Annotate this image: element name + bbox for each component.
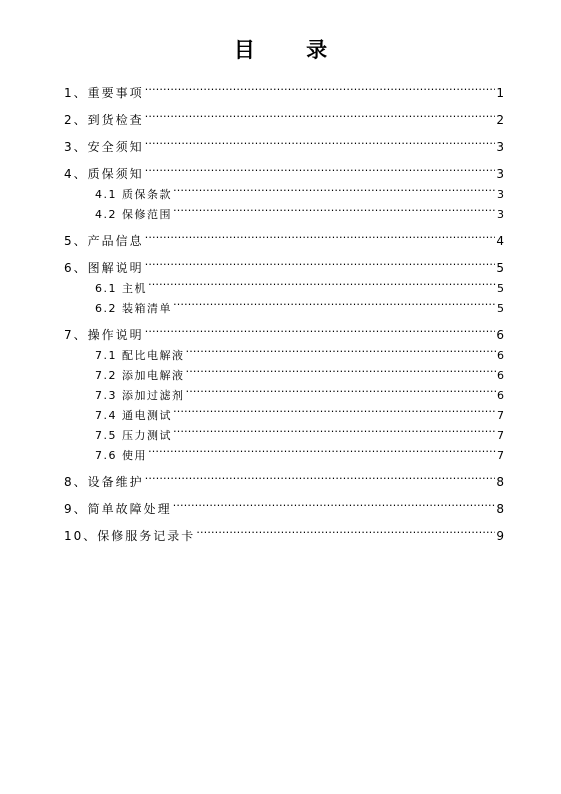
toc-page-number: 7 bbox=[497, 409, 504, 422]
toc-entry-label: 4、质保须知 bbox=[64, 167, 144, 181]
toc-entry[interactable] bbox=[64, 520, 504, 543]
toc-page-number: 3 bbox=[497, 188, 504, 201]
toc-entry-label: 5、产品信息 bbox=[64, 234, 144, 248]
dot-leader bbox=[173, 292, 496, 312]
toc-page-number: 6 bbox=[497, 369, 504, 382]
toc-entry-label: 9、简单故障处理 bbox=[64, 502, 172, 516]
toc-page-number: 8 bbox=[496, 502, 504, 516]
toc-page-number: 3 bbox=[497, 208, 504, 221]
toc-entry-label: 10、保修服务记录卡 bbox=[64, 529, 196, 543]
toc-entry-label: 6.1 主机 bbox=[95, 282, 147, 295]
dot-leader bbox=[148, 272, 496, 292]
dot-leader bbox=[173, 399, 496, 419]
toc-entry-label: 3、安全须知 bbox=[64, 140, 144, 154]
dot-leader bbox=[173, 178, 496, 198]
dot-leader bbox=[173, 493, 496, 513]
toc-page-number: 9 bbox=[496, 529, 504, 543]
toc-entry[interactable] bbox=[64, 131, 504, 154]
toc-entry[interactable] bbox=[64, 77, 504, 100]
toc-entry[interactable] bbox=[64, 319, 504, 342]
dot-leader bbox=[145, 225, 496, 245]
dot-leader bbox=[145, 252, 496, 272]
dot-leader bbox=[145, 77, 496, 97]
toc-entry[interactable] bbox=[64, 225, 504, 248]
dot-leader bbox=[145, 319, 496, 339]
table-of-contents bbox=[64, 77, 504, 543]
toc-page-number: 6 bbox=[496, 328, 504, 342]
toc-entry-label: 4.1 质保条款 bbox=[95, 188, 172, 201]
toc-page-number: 7 bbox=[497, 429, 504, 442]
toc-entry-label: 6、图解说明 bbox=[64, 261, 144, 275]
toc-entry[interactable] bbox=[64, 104, 504, 127]
toc-entry[interactable] bbox=[64, 158, 504, 181]
toc-page-number: 1 bbox=[496, 86, 504, 100]
toc-entry-label: 7.6 使用 bbox=[95, 449, 147, 462]
toc-page-number: 5 bbox=[496, 261, 504, 275]
toc-entry-label: 7.1 配比电解液 bbox=[95, 349, 185, 362]
toc-entry-label: 7、操作说明 bbox=[64, 328, 144, 342]
toc-entry-label: 1、重要事项 bbox=[64, 86, 144, 100]
dot-leader bbox=[196, 520, 495, 540]
toc-entry-label: 4.2 保修范围 bbox=[95, 208, 172, 221]
toc-entry[interactable] bbox=[64, 466, 504, 489]
toc-page-number: 7 bbox=[497, 449, 504, 462]
toc-page-number: 8 bbox=[496, 475, 504, 489]
toc-page-number: 5 bbox=[497, 282, 504, 295]
toc-entry-label: 7.4 通电测试 bbox=[95, 409, 172, 422]
dot-leader bbox=[173, 419, 496, 439]
dot-leader bbox=[145, 158, 496, 178]
toc-page-number: 5 bbox=[497, 302, 504, 315]
toc-entry-label: 6.2 装箱清单 bbox=[95, 302, 172, 315]
dot-leader bbox=[145, 466, 496, 486]
toc-entry-label: 2、到货检查 bbox=[64, 113, 144, 127]
toc-entry-label: 7.2 添加电解液 bbox=[95, 369, 185, 382]
dot-leader bbox=[186, 359, 497, 379]
dot-leader bbox=[145, 104, 496, 124]
toc-entry[interactable] bbox=[64, 493, 504, 516]
toc-page-number: 6 bbox=[497, 389, 504, 402]
toc-page-number: 6 bbox=[497, 349, 504, 362]
toc-entry[interactable] bbox=[64, 252, 504, 275]
dot-leader bbox=[186, 379, 497, 399]
page-title: 目 录 bbox=[233, 38, 350, 62]
toc-page-number: 3 bbox=[496, 167, 504, 181]
dot-leader bbox=[148, 439, 496, 459]
toc-page-number: 4 bbox=[496, 234, 504, 248]
dot-leader bbox=[186, 339, 497, 359]
dot-leader bbox=[145, 131, 496, 151]
toc-entry-label: 8、设备维护 bbox=[64, 475, 144, 489]
toc-page-number: 2 bbox=[496, 113, 504, 127]
toc-entry-label: 7.3 添加过滤剂 bbox=[95, 389, 185, 402]
toc-entry-label: 7.5 压力测试 bbox=[95, 429, 172, 442]
toc-page-number: 3 bbox=[496, 140, 504, 154]
dot-leader bbox=[173, 198, 496, 218]
